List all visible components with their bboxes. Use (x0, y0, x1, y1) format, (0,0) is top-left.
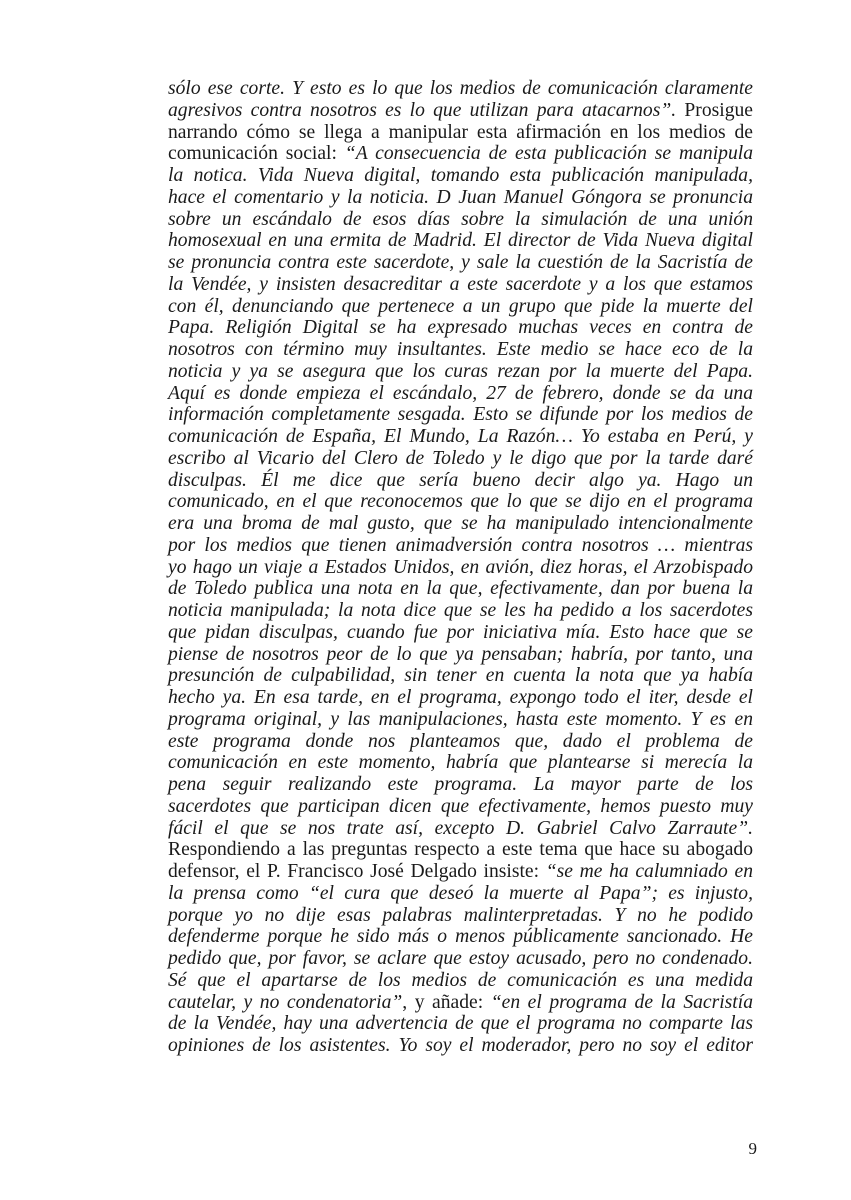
text-line (168, 622, 753, 644)
page-number: 9 (748, 1139, 757, 1158)
text-segment: cautelar, y no condenatoria” (168, 991, 403, 1013)
text-line (168, 122, 753, 144)
text-segment: de la Vendée, hay una advertencia de que el programa no comparte las (168, 1013, 753, 1035)
text-line (168, 687, 753, 709)
text-segment: nosotros con término muy insultantes. Este medio se hace eco de la (168, 339, 753, 360)
text-line (168, 905, 753, 927)
text-line (168, 578, 753, 600)
text-line (168, 317, 753, 339)
text-segment: disculpas. Él me dice que sería bueno decir algo ya. Hago un (168, 469, 753, 491)
text-segment: programa original, y las manipulaciones, hasta este momento. Y es en (168, 708, 753, 730)
text-segment: “se me ha calumniado en (545, 861, 753, 882)
text-line (168, 296, 753, 318)
text-segment: porque yo no dije esas palabras malinterpretadas. Y no he podido (168, 904, 753, 926)
text-line (168, 818, 753, 840)
text-segment: comunicación de España, El Mundo, La Razón… Yo estaba en Perú, y (168, 426, 753, 447)
text-segment: narrando cómo se llega a manipular esta afirmación en los medios de (168, 121, 753, 143)
text-segment: sólo ese corte. Y esto es lo que los medios de comunicación claramente (168, 78, 753, 99)
text-segment: Sé que el apartarse de los medios de comunicación es una medida (168, 969, 753, 991)
text-line (168, 187, 753, 209)
text-line (168, 448, 753, 470)
text-segment: escribo al Vicario del Clero de Toledo y le digo que por la tarde daré (168, 447, 753, 469)
text-segment: “A consecuencia de esta publicación se manipula (344, 143, 753, 165)
text-segment: noticia y ya se asegura que los curas rezan por la muerte del Papa. (168, 360, 753, 382)
text-line (168, 883, 753, 905)
text-segment: “en el programa de la Sacristía (490, 991, 753, 1013)
text-line (168, 644, 753, 666)
text-segment: se pronuncia contra este sacerdote, y sale la cuestión de la Sacristía de (168, 252, 753, 273)
text-line (168, 361, 753, 383)
text-segment: hace el comentario y la noticia. D Juan Manuel Góngora se pronuncia (168, 186, 753, 208)
text-segment: Respondiendo a las preguntas respecto a este tema que hace su abogado (168, 839, 753, 861)
text-segment: opiniones de los asistentes. Yo soy el moderador, pero no soy el editor (168, 1035, 753, 1056)
text-segment: con él, denunciando que pertenece a un grupo que pide la muerte del (168, 295, 753, 317)
text-segment: Papa. Religión Digital se ha expresado muchas veces en contra de (168, 317, 753, 339)
text-line (168, 383, 753, 405)
text-line (168, 861, 753, 883)
text-segment: por los medios que tienen animadversión contra nosotros … mientras (168, 534, 753, 556)
body-text (168, 78, 753, 1057)
text-segment: pena seguir realizando este programa. La mayor parte de los (168, 774, 753, 795)
text-segment: agresivos contra nosotros es lo que utilizan para atacarnos”. (168, 99, 677, 121)
text-segment: hecho ya. En esa tarde, en el programa, expongo todo el iter, desde el (168, 687, 753, 708)
text-segment: comunicación social: (168, 143, 345, 165)
text-segment: yo hago un viaje a Estados Unidos, en avión, diez horas, el Arzobispado (168, 556, 753, 578)
text-segment: piense de nosotros peor de lo que ya pensaban; habría, por tanto, una (168, 643, 753, 665)
text-line (168, 404, 753, 426)
text-segment: sacerdotes que participan dicen que efectivamente, hemos puesto muy (168, 795, 753, 817)
text-line (168, 143, 753, 165)
text-line (168, 557, 753, 579)
text-segment: comunicación en este momento, habría que plantearse si merecía la (168, 752, 753, 774)
text-line (168, 752, 753, 774)
text-line (168, 1035, 753, 1057)
text-line (168, 709, 753, 731)
text-line (168, 665, 753, 687)
text-segment: pedido que, por favor, se aclare que estoy acusado, pero no condenado. (168, 948, 753, 969)
text-segment: comunicado, en el que reconocemos que lo que se dijo en el programa (168, 491, 753, 513)
text-segment: presunción de culpabilidad, sin tener en cuenta la nota que ya había (168, 665, 753, 687)
text-segment: sobre un escándalo de esos días sobre la simulación de una unión (168, 208, 753, 230)
text-segment: información completamente sesgada. Esto se difunde por los medios de (168, 404, 753, 426)
text-segment: fácil el que se nos trate así, excepto D. Gabriel Calvo Zarraute”. (168, 817, 753, 839)
text-line (168, 426, 753, 448)
text-segment: la Vendée, y insisten desacreditar a este sacerdote y a los que estamos (168, 273, 753, 295)
text-segment: este programa donde nos planteamos que, dado el problema de (168, 730, 753, 752)
text-line (168, 252, 753, 274)
text-segment: , y añade: (402, 991, 491, 1013)
text-line (168, 1013, 753, 1035)
text-line (168, 731, 753, 753)
text-line (168, 513, 753, 535)
text-line (168, 774, 753, 796)
text-line (168, 491, 753, 513)
text-segment: defenderme porque he sido más o menos públicamente sancionado. He (168, 926, 753, 948)
text-line (168, 600, 753, 622)
text-line (168, 992, 753, 1014)
text-line (168, 926, 753, 948)
text-line (168, 970, 753, 992)
text-line (168, 535, 753, 557)
text-segment: noticia manipulada; la nota dice que se les ha pedido a los sacerdotes (168, 600, 753, 621)
text-line (168, 948, 753, 970)
text-line (168, 230, 753, 252)
text-line (168, 839, 753, 861)
text-line (168, 209, 753, 231)
text-segment: la prensa como “el cura que deseó la muerte al Papa”; es injusto, (168, 882, 753, 904)
text-segment: homosexual en una ermita de Madrid. El director de Vida Nueva digital (168, 230, 753, 252)
text-segment: Aquí es donde empieza el escándalo, 27 de febrero, donde se da una (168, 382, 753, 404)
text-line (168, 78, 753, 100)
text-line (168, 100, 753, 122)
text-segment: Prosigue (676, 99, 753, 121)
text-line (168, 339, 753, 361)
text-segment: era una broma de mal gusto, que se ha manipulado intencionalmente (168, 513, 753, 534)
text-segment: que pidan disculpas, cuando fue por iniciativa mía. Esto hace que se (168, 621, 753, 643)
text-segment: de Toledo publica una nota en la que, efectivamente, dan por buena la (168, 578, 753, 600)
text-line (168, 796, 753, 818)
text-line (168, 470, 753, 492)
text-segment: defensor, el P. Francisco José Delgado insiste: (168, 861, 546, 882)
text-line (168, 274, 753, 296)
text-segment: la notica. Vida Nueva digital, tomando esta publicación manipulada, (168, 165, 753, 186)
text-line (168, 165, 753, 187)
